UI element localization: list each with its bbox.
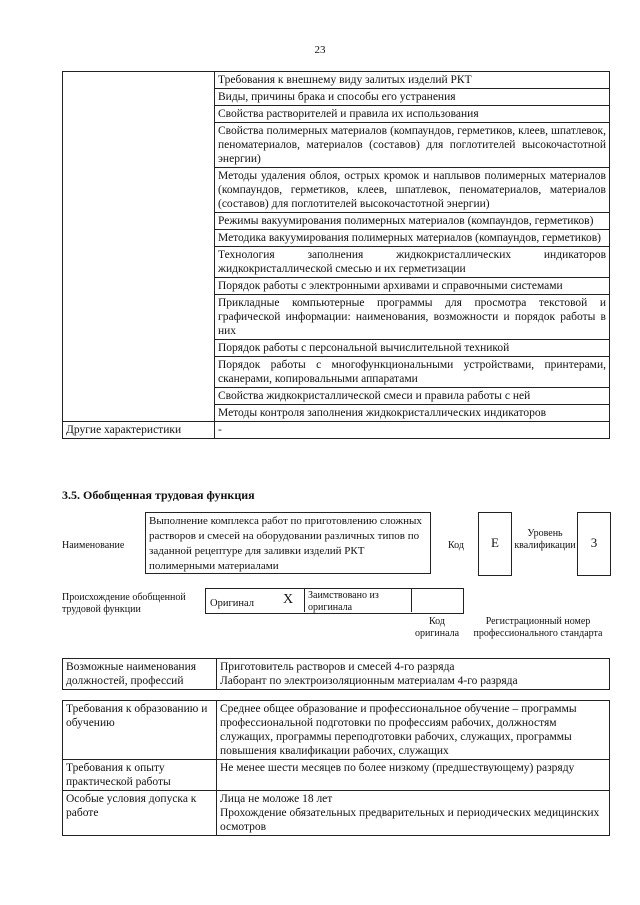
admission-label: Особые условия допуска к работе <box>63 791 217 836</box>
knowledge-item: Методы контроля заполнения жидкокристаллических индикаторов <box>215 405 610 422</box>
code-label: Код <box>448 540 464 551</box>
other-value: - <box>215 422 610 439</box>
positions-cell <box>217 659 610 690</box>
knowledge-item: Порядок работы с персональной вычислительной техникой <box>215 340 610 357</box>
knowledge-item: Методы удаления облоя, острых кромок и наплывов полимерных материалов (компаундов, герметиков, клеев, шпатлевок, пеноматериалов, материалов (составов) для поглотителей высокочастотной энергии) <box>215 168 610 213</box>
admission-item: Прохождение обязательных предварительных и периодических медицинских осмотров <box>220 807 600 833</box>
code-value: E <box>478 512 512 576</box>
knowledge-item: Виды, причины брака и способы его устранения <box>215 89 610 106</box>
borrowed-label: Заимствовано из оригинала <box>308 590 379 613</box>
knowledge-item: Свойства растворителей и правила их использования <box>215 106 610 123</box>
name-label: Наименование <box>62 540 125 551</box>
requirements-table <box>62 700 610 836</box>
education-text: Среднее общее образование и профессиональное обучение – программы профессиональной подготовки по профессиям рабочих, должностям служащих, программы переподготовки рабочих, служащих, программы повышения квалификации рабочих, служащих <box>217 701 610 760</box>
knowledge-table <box>62 71 610 439</box>
level-label: Уровень квалификации <box>514 528 576 551</box>
knowledge-item: Порядок работы с электронными архивами и справочными системами <box>215 278 610 295</box>
admission-cell <box>217 791 610 836</box>
code-orig-label: Код оригинала <box>414 616 460 639</box>
knowledge-item: Режимы вакуумирования полимерных материалов (компаундов, герметиков) <box>215 213 610 230</box>
function-name: Выполнение комплекса работ по приготовлению сложных растворов и смесей на оборудовании различных типов по заданной рецептуре для заливки изделий РКТ полимерными материалами <box>145 512 431 574</box>
table-row <box>63 659 610 690</box>
positions-label: Возможные наименования должностей, профессий <box>63 659 217 690</box>
table-row <box>63 760 610 791</box>
knowledge-item: Свойства полимерных материалов (компаундов, герметиков, клеев, шпатлевок, пеноматериалов, материалов (составов) для поглотителей высокочастотной энергии) <box>215 123 610 168</box>
other-label: Другие характеристики <box>63 422 215 439</box>
knowledge-item: Порядок работы с многофункциональными устройствами, принтерами, сканерами, копировальными аппаратами <box>215 357 610 388</box>
position-item: Приготовитель растворов и смесей 4-го разряда <box>220 661 455 673</box>
experience-label: Требования к опыту практической работы <box>63 760 217 791</box>
positions-table <box>62 658 610 690</box>
position-item: Лаборант по электроизоляционным материалам 4-го разряда <box>220 675 518 687</box>
knowledge-item: Технология заполнения жидкокристаллических индикаторов жидкокристаллической смесью и их герметизации <box>215 247 610 278</box>
knowledge-item: Методика вакуумирования полимерных материалов (компаундов, герметиков) <box>215 230 610 247</box>
reg-label: Регистрационный номер профессионального стандарта <box>473 616 603 639</box>
knowledge-item: Требования к внешнему виду залитых изделий РКТ <box>215 72 610 89</box>
knowledge-item: Прикладные компьютерные программы для просмотра текстовой и графической информации: наименования, возможности и порядок работы в них <box>215 295 610 340</box>
original-mark: X <box>283 592 294 607</box>
admission-item: Лица не моложе 18 лет <box>220 793 333 805</box>
level-value: 3 <box>577 512 611 576</box>
knowledge-label-cell <box>63 72 215 422</box>
origin-label: Происхождение обобщенной трудовой функции <box>62 592 186 615</box>
table-row <box>63 72 610 89</box>
table-row <box>63 701 610 760</box>
education-label: Требования к образованию и обучению <box>63 701 217 760</box>
table-row <box>63 422 610 439</box>
original-label: Оригинал <box>210 598 254 609</box>
knowledge-item: Свойства жидкокристаллической смеси и правила работы с ней <box>215 388 610 405</box>
page-number: 23 <box>314 44 326 56</box>
section-title: 3.5. Обобщенная трудовая функция <box>62 488 255 502</box>
table-row <box>63 791 610 836</box>
experience-text: Не менее шести месяцев по более низкому (предшествующему) разряду <box>217 760 610 791</box>
